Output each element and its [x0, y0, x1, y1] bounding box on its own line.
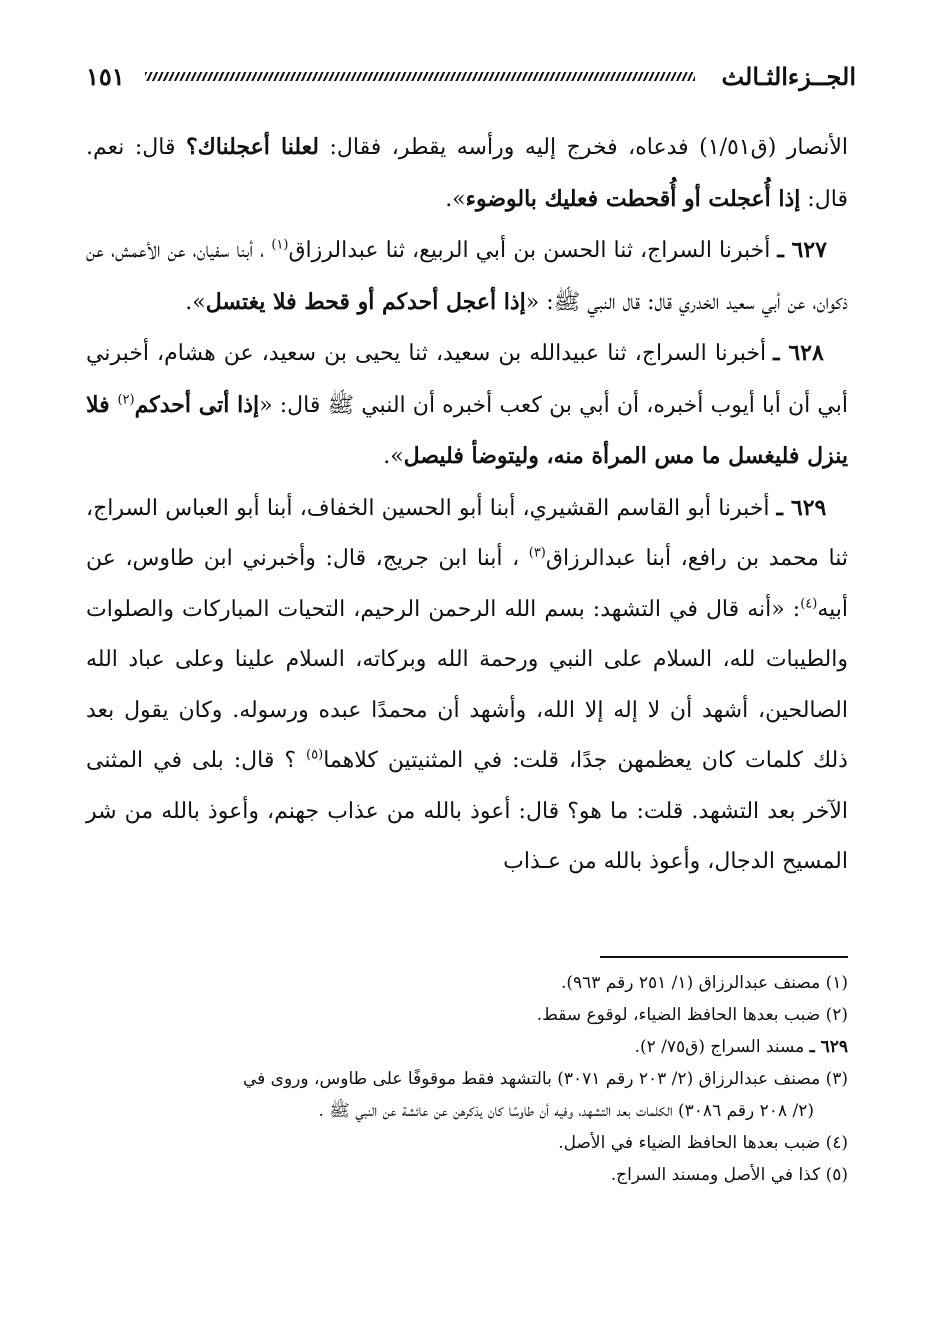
- quote-bold: إذا أعجل أحدكم أو قحط فلا يغتسل: [205, 288, 526, 315]
- text-run: قال: نعم. قال:: [86, 135, 848, 212]
- main-text: [86, 122, 848, 888]
- text-run: ، أبنا سفيان، عن الأعمش، عن ذكوان، عن أبي سعيد الخدري قال: قال النبي ﷺ: «: [86, 238, 848, 315]
- hadith-629: [86, 483, 848, 888]
- text-run: ».: [445, 186, 466, 212]
- footnote-2: (٢) ضبب بعدها الحافظ الضياء، لوقوع سقط.: [536, 1005, 848, 1025]
- text-run: أخبرنا السراج، ثنا الحسن بن أبي الربيع، ثنا عبدالرزاق: [288, 238, 778, 263]
- text-run: ، أبنا ابن جريج، قال: وأخبرني ابن طاوس، عن أبيه: [86, 546, 848, 622]
- text-run: ».: [383, 444, 404, 469]
- text-run: أخبرنا السراج، ثنا عبيدالله بن سعيد، ثنا يحيى بن سعيد، عن هشام، أخبرني أبي أن أبا أيوب أخبره، أن أبي بن كعب أخبره أن النبي ﷺ قال: «: [86, 341, 848, 418]
- footnote-ref: (٣): [528, 545, 546, 561]
- page-header: [86, 56, 856, 96]
- hadith-number: ٦٢٩ ـ: [776, 494, 827, 521]
- footnote-ref: (٢): [117, 392, 135, 408]
- footnote-3: (٣) مصنف عبدالرزاق (٢/ ٢٠٣ رقم ٣٠٧١) بالتشهد فقط موقوفًا على طاوس، وروى في: [242, 1069, 848, 1089]
- paragraph-continued: [86, 122, 848, 225]
- quote-bold: إذا أُعجلت أو أُقحطت فعليك بالوضوء: [465, 185, 801, 212]
- footnote-4: (٤) ضبب بعدها الحافظ الضياء في الأصل.: [558, 1133, 848, 1153]
- footnote-1: (١) مصنف عبدالرزاق (١/ ٢٥١ رقم ٩٦٣).: [560, 973, 848, 993]
- page-number: ١٥١: [86, 61, 125, 91]
- quote-bold: لعلنا أعجلناك؟: [186, 134, 319, 160]
- text-run: : «أنه قال في التشهد: بسم الله الرحمن الرحيم، التحيات المباركات والصلوات والطيبات لله، السلام على النبي ورحمة الله وبركاته، السلام علينا وعلى عباد الله الصالحين، أشهد أن لا إله إلا الله، وأشهد أن محمدًا عبده ورسوله. وكان يقول بعد ذلك كلمات كان يعظمهن جدًا، قلت: في المثنيتين كلاهما: [86, 596, 848, 773]
- text-run: أخبرنا أبو القاسم القشيري، أبنا أبو الحسين الخفاف، أبنا أبو العباس السراج، ثنا محمد بن رافع، أبنا عبدالرزاق: [86, 495, 848, 571]
- text-run: ».: [185, 289, 206, 315]
- footnote-5: (٥) كذا في الأصل ومسند السراج.: [610, 1165, 848, 1185]
- header-rule: [145, 72, 696, 81]
- quote-bold: فلا ينزل فليغسل ما مس المرأة منه، وليتوضأ فليصل: [86, 391, 848, 469]
- text-run: ؟ قال: بلى في المثنى الآخر بعد التشهد. قلت: ما هو؟ قال: أعوذ بالله من عذاب جهنم، وأعوذ بالله من شر المسيح الدجال، وأعوذ بالله من عـذاب: [86, 748, 848, 874]
- text-run: الأنصار (ق١/٥١) فدعاه، فخرج إليه ورأسه يقطر، فقال:: [318, 135, 848, 160]
- footnote-ref: (١): [271, 237, 289, 253]
- footnote-ref: (٤): [800, 596, 818, 612]
- footnote-3-continued: (٢/ ٢٠٨ رقم ٣٠٨٦) الكلمات بعد التشهد، وفيه أن طاوسًا كان يذكرهن عن عائشة عن النبي ﷺ .: [318, 1101, 814, 1121]
- footnote-ref: (٥): [306, 747, 324, 763]
- footnote-629: [86, 1032, 848, 1062]
- hadith-627: [86, 225, 848, 328]
- hadith-number: ٦٢٧ ـ: [777, 237, 827, 263]
- running-title: الجــزءالثـالث: [721, 61, 856, 91]
- hadith-628: [86, 328, 848, 483]
- quote-bold: إذا أتى أحدكم: [134, 391, 260, 418]
- footnote-separator: [600, 956, 848, 958]
- footnotes: [86, 968, 848, 1192]
- footnote-hadith-number: ٦٢٩ ـ: [809, 1037, 848, 1057]
- hadith-number: ٦٢٨ ـ: [773, 340, 824, 366]
- footnote-text: مسند السراج (ق٧٥/ ٢).: [634, 1037, 810, 1057]
